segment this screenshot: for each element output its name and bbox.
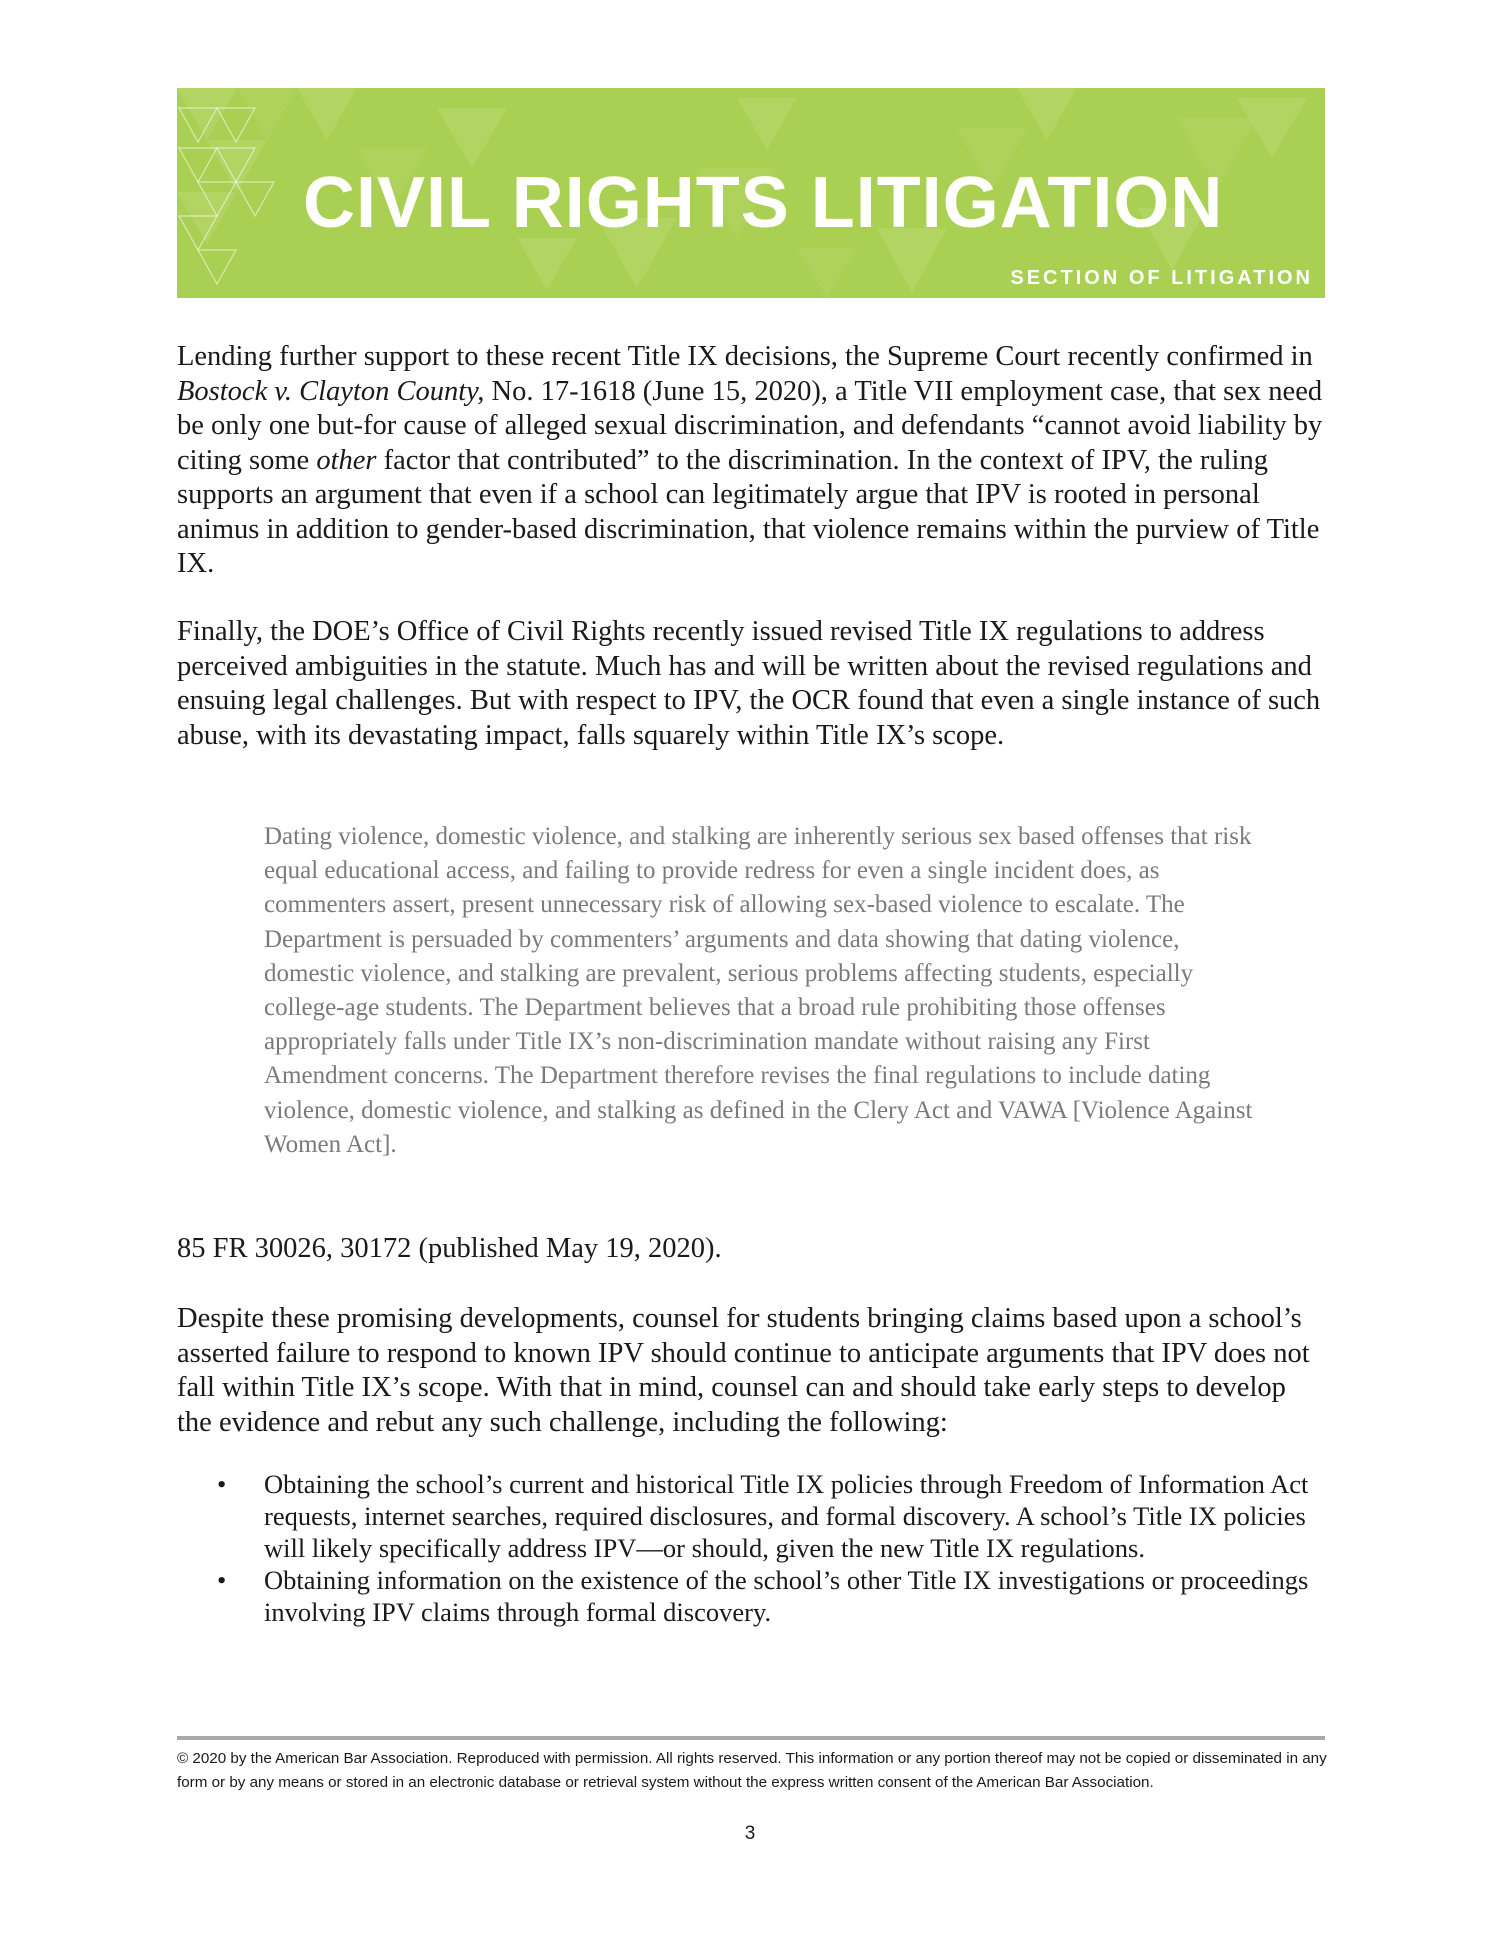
header-banner bbox=[177, 88, 1325, 298]
list-item-text: Obtaining the school’s current and historical Title IX policies through Freedom of Information Act requests, internet searches, required disclosures, and formal discovery. A school’s Title IX policies will likely specifically address IPV—or should, given the new Title IX regulations. bbox=[264, 1469, 1309, 1563]
paragraph-bostock-rest: factor that contributed” to the discrimination. In the context of IPV, the ruling supports an argument that even if a school can legitimately argue that IPV is rooted in personal animus in addition to gender-based discrimination, that violence remains within the purview of Title IX. bbox=[177, 444, 1320, 579]
emphasis-other: other bbox=[316, 444, 377, 476]
bullet-icon: • bbox=[217, 1469, 227, 1499]
citation: 85 FR 30026, 30172 (published May 19, 2020). bbox=[177, 1233, 722, 1264]
paragraph-counsel-steps: Despite these promising developments, counsel for students bringing claims based upon a school’s asserted failure to respond to known IPV should continue to anticipate arguments that IPV does not fall within Title IX’s scope. With that in mind, counsel can and should take early steps to develop the evidence and rebut any such challenge, including the following: bbox=[177, 1303, 1310, 1438]
bullet-icon: • bbox=[217, 1565, 227, 1595]
block-quote: Dating violence, domestic violence, and stalking are inherently serious sex based offenses that risk equal educational access, and failing to provide redress for even a single incident does, as commenters assert, present unnecessary risk of allowing sex-based violence to escalate. The Department is persuaded by commenters’ arguments and data showing that dating violence, domestic violence, and stalking are prevalent, serious problems affecting students, especially college-age students. The Department believes that a broad rule prohibiting those offenses appropriately falls under Title IX’s non-discrimination mandate without raising any First Amendment concerns. The Department therefore revises the final regulations to include dating violence, domestic violence, and stalking as defined in the Clery Act and VAWA [Violence Against Women Act]. bbox=[264, 823, 1253, 1158]
footer-divider bbox=[177, 1736, 1325, 1740]
page-number: 3 bbox=[744, 1823, 756, 1844]
footer-copyright: © 2020 by the American Bar Association. Reproduced with permission. All rights reserved. This information or any portion thereof may not be copied or disseminated in any form or by any means or stored in an electronic database or retrieval system without the express written consent of the American Bar Association. bbox=[177, 1750, 1327, 1791]
list-item bbox=[177, 1468, 1317, 1564]
list-item bbox=[177, 1564, 1317, 1628]
case-name: Bostock v. Clayton County, bbox=[177, 375, 485, 407]
banner-subtitle: SECTION OF LITIGATION bbox=[1010, 267, 1313, 289]
paragraph-bostock bbox=[177, 340, 1327, 582]
list-item-text: Obtaining information on the existence of the school’s other Title IX investigations or proceedings involving IPV claims through formal discovery. bbox=[264, 1565, 1309, 1627]
banner-title: CIVIL RIGHTS LITIGATION bbox=[303, 163, 1224, 243]
bullet-list bbox=[177, 1468, 1317, 1628]
paragraph-bostock-intro: Lending further support to these recent Title IX decisions, the Supreme Court recently confirmed in bbox=[177, 341, 1313, 372]
paragraph-ocr-regulations: Finally, the DOE’s Office of Civil Rights recently issued revised Title IX regulations to address perceived ambiguities in the statute. Much has and will be written about the revised regulations and ensuing legal challenges. But with respect to IPV, the OCR found that even a single instance of such abuse, with its devastating impact, falls squarely within Title IX’s scope. bbox=[177, 616, 1321, 751]
paragraph-bostock-after-case: No. 17-1618 (June 15, 2020), a Title VII employment case, that sex need be only one but-for cause of alleged sexual discrimination, and defendants “cannot avoid liability by citing some bbox=[177, 375, 1323, 476]
